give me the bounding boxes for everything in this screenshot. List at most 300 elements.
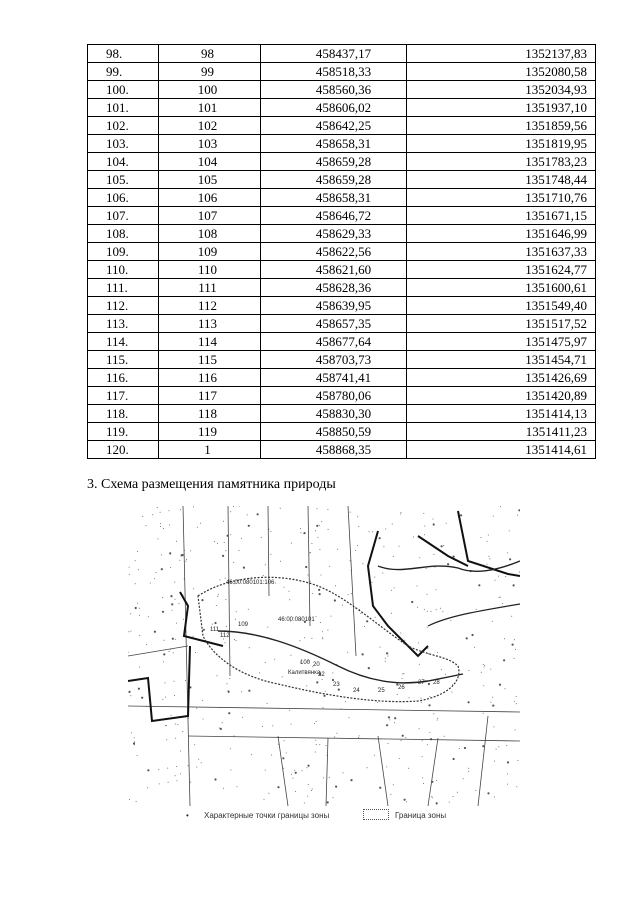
stipple-dot (198, 759, 199, 760)
point-number-cell: 110 (159, 261, 261, 279)
x-coordinate-cell: 458437,17 (261, 45, 407, 63)
stipple-dot (311, 790, 312, 791)
y-coordinate-cell: 1351748,44 (407, 171, 596, 189)
stipple-dot (319, 593, 321, 595)
stipple-dot (312, 593, 313, 594)
stipple-dot (311, 543, 312, 544)
parcel-label: 46:00:080101 (278, 617, 315, 623)
y-coordinate-cell: 1351819,95 (407, 135, 596, 153)
stipple-dot (174, 695, 175, 696)
stipple-dot (468, 670, 469, 671)
stipple-dot (514, 658, 515, 659)
stipple-dot (306, 685, 307, 686)
stipple-dot (223, 788, 224, 789)
stipple-dot (229, 678, 230, 679)
stipple-dot (295, 791, 296, 792)
stipple-dot (362, 653, 364, 655)
table-row (88, 63, 596, 81)
stipple-dot (405, 737, 406, 738)
stipple-dot (175, 724, 176, 725)
stipple-dot (436, 589, 437, 590)
point-number-cell: 111 (159, 279, 261, 297)
stipple-dot (161, 568, 163, 570)
table-row (88, 297, 596, 315)
stipple-dot (289, 710, 290, 711)
point-label: 20 (313, 662, 320, 668)
stipple-dot (248, 525, 250, 527)
stipple-dot (484, 667, 485, 668)
stipple-dot (471, 634, 473, 636)
stipple-dot (402, 735, 404, 737)
stipple-dot (488, 535, 489, 536)
stipple-dot (135, 560, 136, 561)
point-number-cell: 112 (159, 297, 261, 315)
stipple-dot (193, 636, 194, 637)
stipple-dot (399, 758, 400, 759)
parcel-label: 46:00:080101:106 (226, 580, 275, 586)
stipple-dot (507, 774, 508, 775)
stipple-dot (451, 692, 452, 693)
row-number-cell: 106. (88, 189, 159, 207)
stipple-dot (193, 588, 194, 589)
stipple-dot (292, 778, 293, 779)
stipple-dot (139, 635, 140, 636)
stipple-dot (488, 556, 489, 557)
x-coordinate-cell: 458657,35 (261, 315, 407, 333)
stipple-dot (230, 511, 231, 512)
stipple-dot (289, 599, 290, 600)
stipple-dot (133, 742, 135, 744)
table-row (88, 333, 596, 351)
stipple-dot (322, 637, 323, 638)
stipple-dot (272, 725, 273, 726)
stipple-dot (424, 534, 425, 535)
y-coordinate-cell: 1351517,52 (407, 315, 596, 333)
point-marker-icon: • (186, 811, 189, 820)
stipple-dot (394, 587, 395, 588)
stipple-dot (154, 631, 156, 633)
row-number-cell: 104. (88, 153, 159, 171)
stipple-dot (283, 768, 284, 769)
stipple-dot (161, 554, 162, 555)
stipple-dot (302, 770, 303, 771)
stipple-dot (329, 566, 330, 567)
stipple-dot (291, 543, 292, 544)
row-number-cell: 119. (88, 423, 159, 441)
stipple-dot (475, 790, 476, 791)
stipple-dot (444, 736, 445, 737)
stipple-dot (268, 793, 269, 794)
stipple-dot (499, 597, 500, 598)
stipple-dot (386, 724, 388, 726)
stipple-dot (460, 514, 462, 516)
stipple-dot (419, 557, 420, 558)
stipple-dot (167, 768, 168, 769)
row-number-cell: 120. (88, 441, 159, 459)
stipple-dot (394, 722, 395, 723)
stipple-dot (399, 546, 400, 547)
stipple-dot (421, 698, 422, 699)
stipple-dot (359, 735, 360, 736)
table-row (88, 369, 596, 387)
stipple-dot (166, 725, 167, 726)
stipple-dot (139, 608, 140, 609)
stipple-dot (129, 574, 130, 575)
stipple-dot (357, 545, 358, 546)
stipple-dot (419, 728, 420, 729)
row-number-cell: 105. (88, 171, 159, 189)
stipple-dot (428, 704, 430, 706)
stipple-dot (401, 740, 402, 741)
stipple-dot (516, 696, 517, 697)
stipple-dot (157, 538, 158, 539)
stipple-dot (409, 697, 410, 698)
point-number-cell: 113 (159, 315, 261, 333)
stipple-dot (169, 552, 171, 554)
row-number-cell: 102. (88, 117, 159, 135)
stipple-dot (406, 801, 407, 802)
stipple-dot (494, 761, 495, 762)
stipple-dot (190, 782, 191, 783)
stipple-dot (509, 558, 511, 560)
stipple-dot (351, 593, 352, 594)
stipple-dot (241, 538, 242, 539)
stipple-dot (220, 728, 222, 730)
stipple-dot (286, 753, 287, 754)
stipple-dot (311, 638, 312, 639)
x-coordinate-cell: 458850,59 (261, 423, 407, 441)
stipple-dot (514, 639, 515, 640)
stipple-dot (323, 777, 324, 778)
table-row (88, 117, 596, 135)
stipple-dot (385, 529, 386, 530)
stipple-dot (163, 640, 164, 641)
scheme-map (128, 506, 520, 806)
x-coordinate-cell: 458518,33 (261, 63, 407, 81)
stipple-dot (337, 549, 338, 550)
stipple-dot (368, 667, 370, 669)
y-coordinate-cell: 1351600,61 (407, 279, 596, 297)
stipple-dot (332, 672, 333, 673)
x-coordinate-cell: 458628,36 (261, 279, 407, 297)
stipple-dot (176, 623, 177, 624)
stipple-dot (217, 596, 218, 597)
stipple-dot (466, 637, 468, 639)
stipple-dot (176, 541, 177, 542)
stipple-dot (129, 567, 130, 568)
stipple-dot (270, 531, 271, 532)
stipple-dot (419, 664, 420, 665)
stipple-dot (226, 683, 227, 684)
stipple-dot (277, 786, 279, 788)
stipple-dot (320, 622, 321, 623)
stipple-dot (327, 630, 328, 631)
stipple-dot (228, 691, 230, 693)
point-label: 23 (333, 682, 340, 688)
x-coordinate-cell: 458659,28 (261, 171, 407, 189)
stipple-dot (236, 611, 237, 612)
row-number-cell: 112. (88, 297, 159, 315)
row-number-cell: 110. (88, 261, 159, 279)
point-label: 26 (398, 685, 405, 691)
x-coordinate-cell: 458629,33 (261, 225, 407, 243)
stipple-dot (186, 559, 187, 560)
stipple-dot (318, 589, 320, 591)
stipple-dot (223, 521, 224, 522)
stipple-dot (179, 560, 180, 561)
stipple-dot (165, 725, 166, 726)
stipple-dot (402, 674, 403, 675)
stipple-dot (401, 512, 402, 513)
stipple-dot (349, 717, 350, 718)
stipple-dot (375, 617, 376, 618)
x-coordinate-cell: 458622,56 (261, 243, 407, 261)
stipple-dot (348, 594, 349, 595)
stipple-dot (180, 509, 181, 510)
stipple-dot (130, 613, 131, 614)
stipple-dot (160, 512, 161, 513)
stipple-dot (291, 724, 292, 725)
stipple-dot (202, 700, 203, 701)
stipple-dot (519, 572, 520, 573)
stipple-dot (494, 797, 495, 798)
stipple-dot (142, 516, 143, 517)
stipple-dot (228, 712, 230, 714)
stipple-dot (427, 627, 428, 628)
stipple-dot (429, 696, 430, 697)
stipple-dot (385, 658, 386, 659)
stipple-dot (334, 599, 336, 601)
stipple-dot (457, 792, 458, 793)
stipple-dot (481, 672, 482, 673)
stipple-dot (214, 622, 216, 624)
table-row (88, 189, 596, 207)
stipple-dot (152, 514, 153, 515)
stipple-dot (383, 546, 384, 547)
stipple-dot (386, 766, 387, 767)
stipple-dot (319, 744, 320, 745)
stipple-dot (492, 697, 493, 698)
table-row (88, 387, 596, 405)
stipple-dot (468, 768, 469, 769)
stipple-dot (431, 796, 432, 797)
stipple-dot (390, 794, 391, 795)
table-row (88, 171, 596, 189)
stipple-dot (499, 684, 501, 686)
stipple-dot (509, 530, 510, 531)
stipple-dot (350, 560, 351, 561)
x-coordinate-cell: 458639,95 (261, 297, 407, 315)
stipple-dot (316, 616, 317, 617)
stipple-dot (463, 778, 464, 779)
stipple-dot (201, 599, 203, 601)
row-number-cell: 109. (88, 243, 159, 261)
point-number-cell: 104 (159, 153, 261, 171)
section-heading: 3. Схема размещения памятника природы (87, 477, 336, 492)
stipple-dot (417, 607, 418, 608)
stipple-dot (314, 723, 315, 724)
stipple-dot (243, 567, 245, 569)
stipple-dot (498, 746, 499, 747)
stipple-dot (355, 550, 356, 551)
stipple-dot (183, 619, 184, 620)
stipple-dot (331, 616, 332, 617)
stipple-dot (219, 728, 220, 729)
stipple-dot (332, 679, 334, 681)
point-label: 28 (433, 680, 440, 686)
point-label: 100 (300, 660, 311, 666)
x-coordinate-cell: 458646,72 (261, 207, 407, 225)
stipple-dot (230, 534, 231, 535)
stipple-dot (218, 594, 219, 595)
stipple-dot (380, 647, 381, 648)
stipple-dot (222, 722, 223, 723)
stipple-dot (436, 802, 438, 804)
stipple-dot (257, 513, 259, 515)
stipple-dot (137, 755, 138, 756)
stipple-dot (136, 801, 137, 802)
stipple-dot (366, 620, 368, 622)
stipple-dot (131, 732, 132, 733)
point-label: 24 (353, 688, 360, 694)
stipple-dot (294, 770, 295, 771)
stipple-dot (212, 624, 213, 625)
stipple-dot (500, 597, 501, 598)
stipple-dot (328, 529, 329, 530)
y-coordinate-cell: 1351859,56 (407, 117, 596, 135)
stipple-dot (474, 647, 475, 648)
stipple-dot (275, 583, 276, 584)
stipple-dot (404, 640, 405, 641)
stipple-dot (422, 740, 423, 741)
stipple-dot (492, 621, 493, 622)
table-row (88, 225, 596, 243)
stipple-dot (236, 640, 237, 641)
stipple-dot (225, 578, 226, 579)
stipple-dot (385, 661, 386, 662)
stipple-dot (171, 715, 172, 716)
stipple-dot (388, 656, 389, 657)
stipple-dot (214, 778, 216, 780)
stipple-dot (468, 771, 469, 772)
stipple-dot (424, 526, 425, 527)
point-number-cell: 99 (159, 63, 261, 81)
stipple-dot (422, 777, 423, 778)
stipple-dot (154, 578, 155, 579)
stipple-dot (441, 545, 443, 547)
stipple-dot (216, 605, 217, 606)
stipple-dot (432, 519, 433, 520)
stipple-dot (374, 755, 375, 756)
stipple-dot (446, 523, 447, 524)
stipple-dot (146, 525, 147, 526)
stipple-dot (290, 655, 291, 656)
stipple-dot (225, 550, 226, 551)
stipple-dot (305, 566, 307, 568)
stipple-dot (387, 743, 388, 744)
stipple-dot (443, 545, 444, 546)
stipple-dot (360, 613, 361, 614)
stipple-dot (289, 591, 290, 592)
stipple-dot (505, 688, 506, 689)
y-coordinate-cell: 1351411,23 (407, 423, 596, 441)
stipple-dot (163, 661, 164, 662)
stipple-dot (397, 694, 398, 695)
stipple-dot (483, 685, 484, 686)
stipple-dot (175, 599, 176, 600)
x-coordinate-cell: 458703,73 (261, 351, 407, 369)
stipple-dot (379, 537, 381, 539)
stipple-dot (500, 506, 501, 507)
table-row (88, 405, 596, 423)
stipple-dot (163, 528, 164, 529)
stipple-dot (487, 792, 489, 794)
row-number-cell: 107. (88, 207, 159, 225)
boundary-swatch-icon (363, 809, 389, 820)
stipple-dot (480, 537, 481, 538)
stipple-dot (265, 564, 266, 565)
stipple-dot (197, 527, 198, 528)
stipple-dot (411, 601, 413, 603)
stipple-dot (322, 707, 323, 708)
stipple-dot (169, 510, 170, 511)
stipple-dot (437, 718, 438, 719)
stipple-dot (201, 762, 202, 763)
stipple-dot (427, 611, 428, 612)
x-coordinate-cell: 458677,64 (261, 333, 407, 351)
x-coordinate-cell: 458868,35 (261, 441, 407, 459)
stipple-dot (312, 788, 313, 789)
stipple-dot (262, 726, 263, 727)
stipple-dot (264, 799, 265, 800)
stipple-dot (166, 739, 167, 740)
stipple-dot (421, 702, 422, 703)
stipple-dot (358, 737, 359, 738)
stipple-dot (165, 682, 166, 683)
y-coordinate-cell: 1351624,77 (407, 261, 596, 279)
y-coordinate-cell: 1351549,40 (407, 297, 596, 315)
stipple-dot (436, 780, 437, 781)
stipple-dot (408, 768, 409, 769)
stipple-dot (182, 554, 184, 556)
stipple-dot (325, 691, 326, 692)
stipple-dot (483, 713, 484, 714)
stipple-dot (511, 616, 512, 617)
stipple-dot (335, 786, 337, 788)
stipple-dot (422, 756, 423, 757)
row-number-cell: 114. (88, 333, 159, 351)
stipple-dot (507, 761, 509, 763)
stipple-dot (379, 787, 381, 789)
stipple-dot (386, 652, 388, 654)
stipple-dot (431, 611, 432, 612)
point-label: 112 (220, 633, 230, 639)
stipple-dot (128, 631, 129, 632)
stipple-dot (364, 626, 365, 627)
y-coordinate-cell: 1351454,71 (407, 351, 596, 369)
stipple-dot (357, 516, 358, 517)
stipple-dot (315, 752, 316, 753)
stipple-dot (464, 747, 466, 749)
stipple-dot (441, 669, 442, 670)
stipple-dot (478, 584, 480, 586)
stipple-dot (162, 699, 163, 700)
stipple-dot (326, 745, 327, 746)
stipple-dot (146, 644, 147, 645)
stipple-dot (372, 582, 373, 583)
stipple-dot (180, 751, 181, 752)
y-coordinate-cell: 1352137,83 (407, 45, 596, 63)
